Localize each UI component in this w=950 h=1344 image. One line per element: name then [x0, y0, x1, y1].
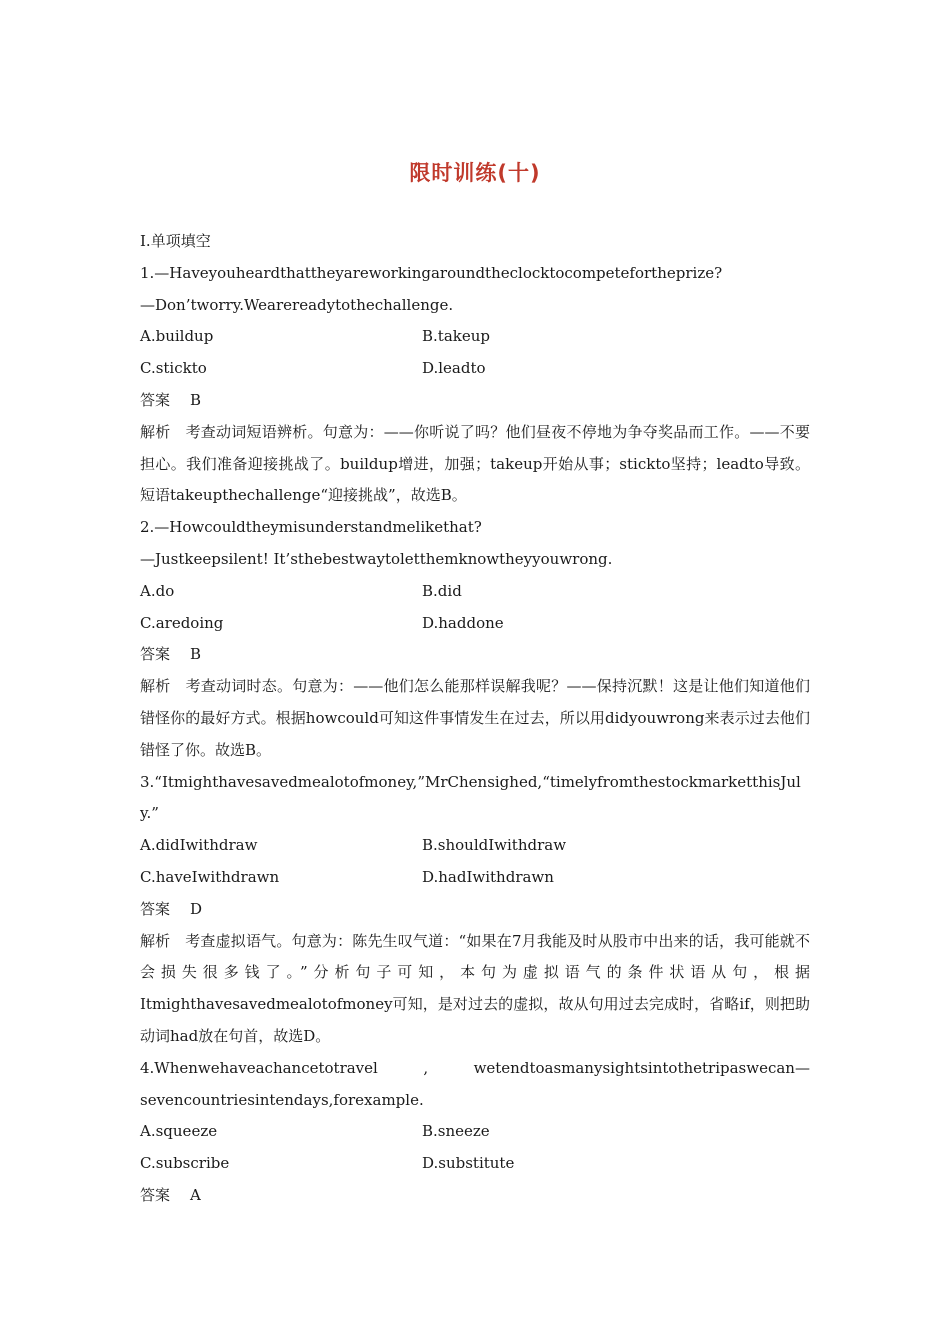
question-1-analysis [140, 417, 810, 512]
option-a: A.didIwithdraw [140, 836, 258, 855]
question-3-options-row-2 [140, 862, 810, 894]
question-2-stem: 2.—Howcouldtheymisunderstandmelikethat? [140, 518, 482, 537]
analysis-label: 解析 [140, 931, 171, 950]
question-1-options-row-2 [140, 353, 810, 385]
question-4-stem [140, 1053, 810, 1085]
question-2-answer [140, 639, 810, 671]
answer-label: 答案 [140, 899, 171, 918]
answer-label: 答案 [140, 645, 171, 664]
option-c: C.stickto [140, 359, 207, 378]
answer-label: 答案 [140, 1185, 171, 1204]
option-b: B.takeup [422, 327, 490, 346]
question-4-options-row-1 [140, 1116, 810, 1148]
document-body [140, 226, 810, 1212]
question-4-options-row-2 [140, 1148, 810, 1180]
question-4-stem-continued: sevencountriesintendays,forexample. [140, 1090, 424, 1109]
analysis-text: 考查动词短语辨析。句意为：——你听说了吗？他们昼夜不停地为争夺奖品而工作。——不要担心。我们准备迎接挑战了。buildup增进，加强；takeup开始从事；stickto坚持；leadto导致。短语takeupthechallenge“迎接挑战”，故选B。 [140, 422, 810, 505]
analysis-text: 考查动词时态。句意为：——他们怎么能那样误解我呢？——保持沉默！这是让他们知道他们错怪你的最好方式。根据howcould可知这件事情发生在过去，所以用didyouwrong来表示过去他们错怪了你。故选B。 [140, 677, 810, 759]
option-c: C.aredoing [140, 613, 224, 632]
question-2-analysis [140, 671, 810, 766]
option-a: A.do [140, 581, 175, 600]
option-b: B.sneeze [422, 1122, 490, 1141]
section-heading: Ⅰ.单项填空 [140, 232, 211, 250]
question-3-options-row-1 [140, 830, 810, 862]
analysis-label: 解析 [140, 677, 171, 696]
question-1-response: —Don’tworry.Wearereadytothechallenge. [140, 295, 454, 314]
question-4-answer [140, 1180, 810, 1212]
option-b: B.did [422, 581, 462, 600]
analysis-text: 考查虚拟语气。句意为：陈先生叹气道：“如果在7月我能及时从股市中出来的话，我可能就不会损失很多钱了。”分析句子可知，本句为虚拟语气的条件状语从句，根据Itmighthavesavedmealotofmoney可知，是对过去的虚拟，故从句用过去完成时，省略if，则把助动词had放在句首，故选D。 [140, 931, 810, 1045]
answer-label: 答案 [140, 390, 171, 409]
question-1-answer [140, 385, 810, 417]
option-d: D.leadto [422, 359, 486, 378]
option-d: D.substitute [422, 1154, 515, 1173]
answer-value: D [190, 899, 203, 918]
question-2-response: —Justkeepsilent! It’sthebestwaytoletthemknowtheyyouwrong. [140, 549, 613, 568]
question-4-part-2: , [423, 1058, 429, 1077]
analysis-label: 解析 [140, 422, 171, 441]
question-1-stem: 1.—Haveyouheardthattheyareworkingaroundtheclocktocompetefortheprize? [140, 263, 723, 282]
question-4-part-3: wetendtoasmanysightsintothetripaswecan— [473, 1058, 810, 1077]
option-a: A.squeeze [140, 1122, 218, 1141]
answer-value: A [190, 1185, 201, 1204]
option-b: B.shouldIwithdraw [422, 836, 567, 855]
question-3-analysis [140, 926, 810, 1053]
option-a: A.buildup [140, 327, 214, 346]
answer-value: B [190, 645, 202, 664]
option-d: D.hadIwithdrawn [422, 867, 554, 886]
question-3-stem: 3.“Itmighthavesavedmealotofmoney,”MrChensighed,“timelyfromthestockmarketthisJuly.” [140, 772, 801, 823]
question-4-part-1: 4.Whenwehaveachancetotravel [140, 1058, 378, 1077]
option-c: C.subscribe [140, 1154, 230, 1173]
answer-value: B [190, 390, 202, 409]
question-3-answer [140, 894, 810, 926]
page-title: 限时训练(十) [409, 161, 541, 185]
question-2-options-row-2 [140, 608, 810, 640]
option-d: D.haddone [422, 613, 504, 632]
question-2-options-row-1 [140, 576, 810, 608]
question-1-options-row-1 [140, 321, 810, 353]
option-c: C.haveIwithdrawn [140, 867, 280, 886]
